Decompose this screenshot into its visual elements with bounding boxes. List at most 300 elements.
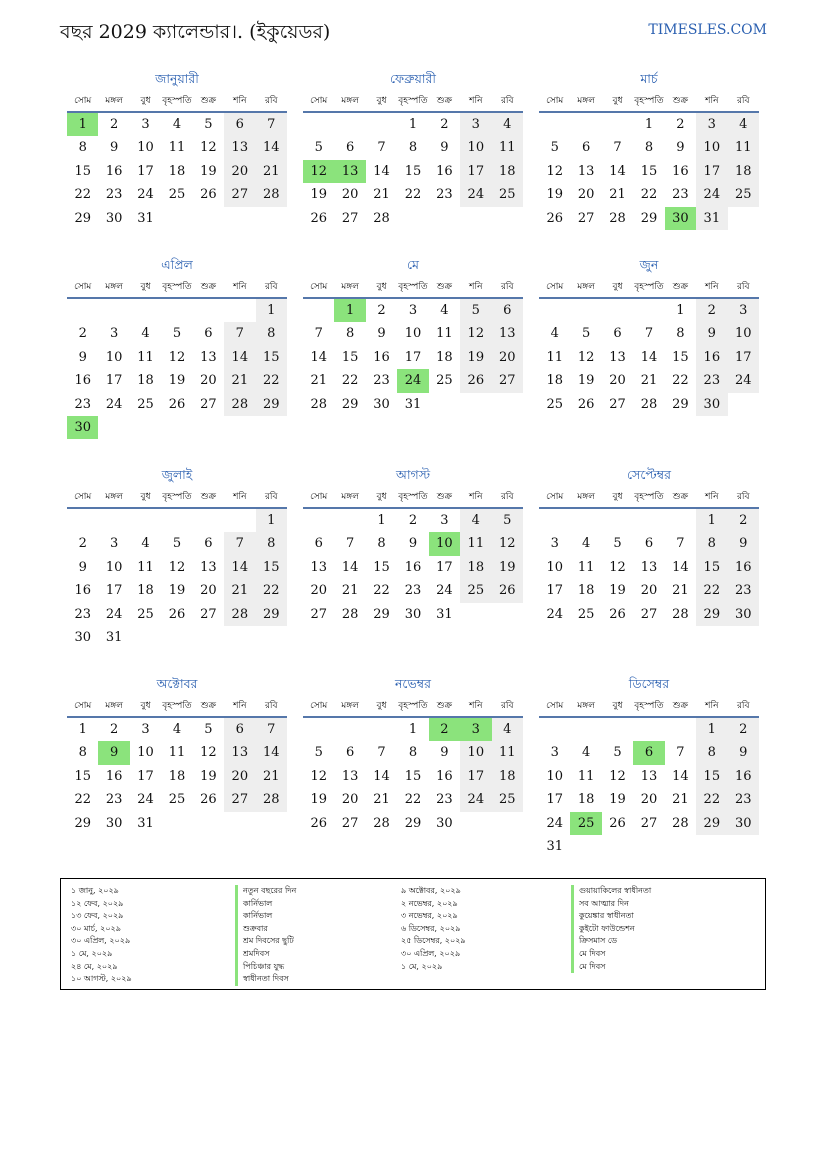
day-cell[interactable]: 1 bbox=[78, 722, 87, 737]
day-cell[interactable]: 29 bbox=[256, 603, 287, 626]
day-cell[interactable]: 27 bbox=[224, 183, 255, 206]
day-cell[interactable]: 20 bbox=[341, 792, 359, 808]
day-cell[interactable]: 3 bbox=[728, 299, 759, 322]
day-cell[interactable]: 6 bbox=[644, 536, 654, 552]
day-cell[interactable]: 4 bbox=[141, 536, 150, 552]
day-cell[interactable]: 18 bbox=[492, 765, 523, 788]
day-cell[interactable]: 18 bbox=[492, 160, 523, 183]
day-cell[interactable]: 16 bbox=[74, 373, 91, 389]
day-cell[interactable]: 19 bbox=[577, 373, 595, 389]
day-cell[interactable]: 17 bbox=[460, 160, 491, 183]
day-cell[interactable]: 14 bbox=[310, 349, 327, 365]
day-cell[interactable]: 5 bbox=[460, 299, 491, 322]
day-cell[interactable]: 17 bbox=[460, 765, 491, 788]
day-cell[interactable]: 21 bbox=[640, 373, 658, 389]
day-cell[interactable]: 8 bbox=[377, 536, 386, 552]
day-cell[interactable]: 17 bbox=[137, 768, 154, 784]
day-cell[interactable]: 17 bbox=[137, 163, 154, 179]
day-cell[interactable]: 6 bbox=[345, 140, 355, 156]
day-cell[interactable]: 2 bbox=[78, 326, 87, 342]
day-cell[interactable]: 7 bbox=[256, 718, 287, 741]
day-cell[interactable]: 14 bbox=[640, 349, 658, 365]
day-cell[interactable]: 2 bbox=[728, 509, 759, 532]
day-cell[interactable]: 10 bbox=[696, 136, 727, 159]
day-cell[interactable]: 19 bbox=[168, 373, 186, 389]
day-cell[interactable]: 31 bbox=[137, 815, 154, 831]
day-cell[interactable]: 30 bbox=[728, 603, 759, 626]
day-cell[interactable]: 20 bbox=[492, 346, 523, 369]
day-cell[interactable]: 11 bbox=[137, 349, 154, 365]
day-cell[interactable]: 28 bbox=[672, 815, 689, 831]
holiday-day[interactable]: 30 bbox=[665, 207, 696, 230]
day-cell[interactable]: 13 bbox=[224, 136, 255, 159]
day-cell[interactable]: 5 bbox=[314, 745, 323, 761]
day-cell[interactable]: 18 bbox=[168, 768, 186, 784]
day-cell[interactable]: 21 bbox=[310, 373, 327, 389]
day-cell[interactable]: 24 bbox=[460, 788, 491, 811]
day-cell[interactable]: 8 bbox=[345, 326, 355, 342]
day-cell[interactable]: 6 bbox=[314, 536, 323, 552]
day-cell[interactable]: 18 bbox=[168, 163, 186, 179]
day-cell[interactable]: 16 bbox=[105, 768, 123, 784]
day-cell[interactable]: 31 bbox=[105, 629, 123, 645]
day-cell[interactable]: 29 bbox=[74, 210, 91, 226]
day-cell[interactable]: 31 bbox=[404, 396, 422, 412]
day-cell[interactable]: 16 bbox=[105, 163, 123, 179]
day-cell[interactable]: 2 bbox=[696, 299, 727, 322]
day-cell[interactable]: 10 bbox=[105, 349, 123, 365]
day-cell[interactable]: 11 bbox=[492, 136, 523, 159]
day-cell[interactable]: 2 bbox=[109, 117, 119, 132]
day-cell[interactable]: 8 bbox=[78, 140, 87, 156]
day-cell[interactable]: 28 bbox=[640, 396, 658, 412]
day-cell[interactable]: 29 bbox=[640, 210, 658, 226]
day-cell[interactable]: 21 bbox=[672, 792, 689, 808]
day-cell[interactable]: 19 bbox=[200, 163, 217, 179]
holiday-day[interactable]: 3 bbox=[460, 718, 491, 741]
day-cell[interactable]: 16 bbox=[672, 163, 689, 179]
day-cell[interactable]: 17 bbox=[546, 583, 563, 599]
day-cell[interactable]: 11 bbox=[577, 559, 595, 575]
day-cell[interactable]: 9 bbox=[78, 349, 87, 365]
day-cell[interactable]: 25 bbox=[137, 396, 154, 412]
day-cell[interactable]: 1 bbox=[644, 117, 654, 132]
day-cell[interactable]: 22 bbox=[404, 187, 422, 203]
day-cell[interactable]: 16 bbox=[728, 765, 759, 788]
day-cell[interactable]: 2 bbox=[109, 722, 119, 737]
day-cell[interactable]: 3 bbox=[696, 113, 727, 136]
day-cell[interactable]: 7 bbox=[224, 322, 255, 345]
day-cell[interactable]: 24 bbox=[137, 792, 154, 808]
day-cell[interactable]: 8 bbox=[696, 741, 727, 764]
day-cell[interactable]: 28 bbox=[341, 606, 359, 622]
day-cell[interactable]: 15 bbox=[404, 768, 422, 784]
day-cell[interactable]: 1 bbox=[676, 303, 685, 318]
day-cell[interactable]: 25 bbox=[577, 606, 595, 622]
day-cell[interactable]: 14 bbox=[256, 741, 287, 764]
day-cell[interactable]: 6 bbox=[224, 113, 255, 136]
day-cell[interactable]: 14 bbox=[224, 346, 255, 369]
day-cell[interactable]: 5 bbox=[204, 722, 213, 737]
day-cell[interactable]: 2 bbox=[377, 303, 386, 318]
day-cell[interactable]: 28 bbox=[373, 210, 390, 226]
day-cell[interactable]: 7 bbox=[224, 532, 255, 555]
holiday-day[interactable]: 30 bbox=[67, 416, 98, 439]
day-cell[interactable]: 4 bbox=[492, 718, 523, 741]
day-cell[interactable]: 12 bbox=[200, 745, 217, 761]
day-cell[interactable]: 22 bbox=[373, 583, 390, 599]
day-cell[interactable]: 31 bbox=[546, 838, 563, 854]
day-cell[interactable]: 8 bbox=[644, 140, 654, 156]
day-cell[interactable]: 3 bbox=[550, 745, 559, 761]
day-cell[interactable]: 29 bbox=[404, 815, 422, 831]
holiday-day[interactable]: 9 bbox=[98, 741, 129, 764]
day-cell[interactable]: 5 bbox=[550, 140, 559, 156]
day-cell[interactable]: 21 bbox=[373, 792, 390, 808]
day-cell[interactable]: 23 bbox=[74, 606, 91, 622]
day-cell[interactable]: 5 bbox=[172, 326, 182, 342]
day-cell[interactable]: 25 bbox=[460, 579, 491, 602]
day-cell[interactable]: 19 bbox=[310, 187, 327, 203]
day-cell[interactable]: 6 bbox=[224, 718, 255, 741]
day-cell[interactable]: 31 bbox=[696, 207, 727, 230]
day-cell[interactable]: 4 bbox=[440, 303, 449, 318]
day-cell[interactable]: 7 bbox=[314, 326, 323, 342]
day-cell[interactable]: 25 bbox=[436, 373, 453, 389]
holiday-day[interactable]: 10 bbox=[429, 532, 460, 555]
day-cell[interactable]: 21 bbox=[341, 583, 359, 599]
day-cell[interactable]: 18 bbox=[137, 583, 154, 599]
day-cell[interactable]: 18 bbox=[436, 349, 453, 365]
holiday-day[interactable]: 1 bbox=[334, 299, 365, 322]
day-cell[interactable]: 27 bbox=[640, 815, 658, 831]
day-cell[interactable]: 18 bbox=[577, 792, 595, 808]
day-cell[interactable]: 13 bbox=[200, 349, 217, 365]
day-cell[interactable]: 7 bbox=[613, 140, 622, 156]
day-cell[interactable]: 9 bbox=[440, 140, 449, 156]
day-cell[interactable]: 19 bbox=[492, 556, 523, 579]
day-cell[interactable]: 22 bbox=[256, 579, 287, 602]
day-cell[interactable]: 4 bbox=[581, 536, 591, 552]
day-cell[interactable]: 15 bbox=[404, 163, 422, 179]
day-cell[interactable]: 28 bbox=[224, 603, 255, 626]
day-cell[interactable]: 29 bbox=[256, 393, 287, 416]
day-cell[interactable]: 22 bbox=[640, 187, 658, 203]
day-cell[interactable]: 27 bbox=[224, 788, 255, 811]
day-cell[interactable]: 13 bbox=[341, 768, 359, 784]
day-cell[interactable]: 17 bbox=[728, 346, 759, 369]
day-cell[interactable]: 10 bbox=[546, 768, 563, 784]
day-cell[interactable]: 5 bbox=[613, 745, 622, 761]
day-cell[interactable]: 22 bbox=[404, 792, 422, 808]
day-cell[interactable]: 27 bbox=[200, 606, 217, 622]
day-cell[interactable]: 25 bbox=[168, 187, 186, 203]
day-cell[interactable]: 12 bbox=[168, 559, 186, 575]
day-cell[interactable]: 9 bbox=[696, 322, 727, 345]
day-cell[interactable]: 21 bbox=[373, 187, 390, 203]
day-cell[interactable]: 1 bbox=[408, 117, 418, 132]
day-cell[interactable]: 5 bbox=[314, 140, 323, 156]
day-cell[interactable]: 16 bbox=[728, 556, 759, 579]
day-cell[interactable]: 2 bbox=[676, 117, 685, 132]
day-cell[interactable]: 8 bbox=[676, 326, 685, 342]
day-cell[interactable]: 13 bbox=[492, 322, 523, 345]
day-cell[interactable]: 8 bbox=[256, 532, 287, 555]
day-cell[interactable]: 28 bbox=[256, 183, 287, 206]
day-cell[interactable]: 26 bbox=[200, 792, 217, 808]
day-cell[interactable]: 22 bbox=[696, 579, 727, 602]
day-cell[interactable]: 31 bbox=[137, 210, 154, 226]
holiday-day[interactable]: 12 bbox=[303, 160, 334, 183]
day-cell[interactable]: 20 bbox=[640, 792, 658, 808]
day-cell[interactable]: 19 bbox=[546, 187, 563, 203]
day-cell[interactable]: 13 bbox=[640, 559, 658, 575]
day-cell[interactable]: 10 bbox=[546, 559, 563, 575]
day-cell[interactable]: 26 bbox=[310, 210, 327, 226]
day-cell[interactable]: 18 bbox=[460, 556, 491, 579]
day-cell[interactable]: 9 bbox=[78, 559, 87, 575]
day-cell[interactable]: 19 bbox=[609, 583, 626, 599]
day-cell[interactable]: 20 bbox=[310, 583, 327, 599]
day-cell[interactable]: 17 bbox=[436, 559, 453, 575]
day-cell[interactable]: 14 bbox=[373, 768, 390, 784]
day-cell[interactable]: 7 bbox=[676, 745, 685, 761]
day-cell[interactable]: 13 bbox=[200, 559, 217, 575]
day-cell[interactable]: 29 bbox=[696, 603, 727, 626]
day-cell[interactable]: 12 bbox=[577, 349, 595, 365]
day-cell[interactable]: 12 bbox=[168, 349, 186, 365]
day-cell[interactable]: 23 bbox=[696, 369, 727, 392]
day-cell[interactable]: 3 bbox=[141, 117, 150, 132]
day-cell[interactable]: 7 bbox=[377, 140, 386, 156]
day-cell[interactable]: 24 bbox=[137, 187, 154, 203]
day-cell[interactable]: 15 bbox=[256, 556, 287, 579]
day-cell[interactable]: 26 bbox=[609, 815, 626, 831]
day-cell[interactable]: 12 bbox=[492, 532, 523, 555]
day-cell[interactable]: 9 bbox=[408, 536, 418, 552]
day-cell[interactable]: 9 bbox=[676, 140, 685, 156]
day-cell[interactable]: 30 bbox=[404, 606, 422, 622]
day-cell[interactable]: 26 bbox=[168, 396, 186, 412]
day-cell[interactable]: 4 bbox=[728, 113, 759, 136]
day-cell[interactable]: 18 bbox=[728, 160, 759, 183]
day-cell[interactable]: 7 bbox=[345, 536, 355, 552]
day-cell[interactable]: 12 bbox=[310, 768, 327, 784]
day-cell[interactable]: 30 bbox=[373, 396, 390, 412]
day-cell[interactable]: 12 bbox=[609, 559, 626, 575]
day-cell[interactable]: 4 bbox=[460, 509, 491, 532]
day-cell[interactable]: 3 bbox=[460, 113, 491, 136]
day-cell[interactable]: 30 bbox=[696, 393, 727, 416]
day-cell[interactable]: 23 bbox=[74, 396, 91, 412]
day-cell[interactable]: 28 bbox=[310, 396, 327, 412]
day-cell[interactable]: 14 bbox=[256, 136, 287, 159]
day-cell[interactable]: 18 bbox=[577, 583, 595, 599]
day-cell[interactable]: 16 bbox=[436, 768, 453, 784]
day-cell[interactable]: 8 bbox=[696, 532, 727, 555]
day-cell[interactable]: 12 bbox=[609, 768, 626, 784]
day-cell[interactable]: 30 bbox=[74, 629, 91, 645]
day-cell[interactable]: 22 bbox=[74, 187, 91, 203]
day-cell[interactable]: 23 bbox=[105, 187, 123, 203]
day-cell[interactable]: 23 bbox=[404, 583, 422, 599]
day-cell[interactable]: 13 bbox=[310, 559, 327, 575]
day-cell[interactable]: 3 bbox=[109, 536, 119, 552]
day-cell[interactable]: 1 bbox=[408, 722, 418, 737]
day-cell[interactable]: 19 bbox=[200, 768, 217, 784]
day-cell[interactable]: 28 bbox=[224, 393, 255, 416]
day-cell[interactable]: 14 bbox=[672, 768, 689, 784]
day-cell[interactable]: 22 bbox=[341, 373, 359, 389]
day-cell[interactable]: 3 bbox=[109, 326, 119, 342]
day-cell[interactable]: 4 bbox=[172, 117, 182, 132]
day-cell[interactable]: 16 bbox=[74, 583, 91, 599]
day-cell[interactable]: 5 bbox=[204, 117, 213, 132]
day-cell[interactable]: 15 bbox=[373, 559, 390, 575]
day-cell[interactable]: 29 bbox=[341, 396, 359, 412]
day-cell[interactable]: 27 bbox=[577, 210, 595, 226]
day-cell[interactable]: 21 bbox=[224, 369, 255, 392]
day-cell[interactable]: 20 bbox=[640, 583, 658, 599]
day-cell[interactable]: 21 bbox=[609, 187, 626, 203]
day-cell[interactable]: 18 bbox=[546, 373, 563, 389]
day-cell[interactable]: 20 bbox=[224, 160, 255, 183]
day-cell[interactable]: 4 bbox=[172, 722, 182, 737]
day-cell[interactable]: 26 bbox=[168, 606, 186, 622]
day-cell[interactable]: 29 bbox=[373, 606, 390, 622]
day-cell[interactable]: 13 bbox=[224, 741, 255, 764]
day-cell[interactable]: 15 bbox=[74, 768, 91, 784]
day-cell[interactable]: 12 bbox=[546, 163, 563, 179]
day-cell[interactable]: 13 bbox=[640, 768, 658, 784]
day-cell[interactable]: 15 bbox=[640, 163, 658, 179]
day-cell[interactable]: 8 bbox=[408, 745, 418, 761]
day-cell[interactable]: 11 bbox=[546, 349, 563, 365]
day-cell[interactable]: 23 bbox=[105, 792, 123, 808]
day-cell[interactable]: 21 bbox=[224, 579, 255, 602]
day-cell[interactable]: 18 bbox=[137, 373, 154, 389]
day-cell[interactable]: 26 bbox=[609, 606, 626, 622]
day-cell[interactable]: 10 bbox=[137, 745, 154, 761]
day-cell[interactable]: 20 bbox=[577, 187, 595, 203]
day-cell[interactable]: 25 bbox=[492, 788, 523, 811]
day-cell[interactable]: 23 bbox=[436, 792, 453, 808]
day-cell[interactable]: 1 bbox=[256, 299, 287, 322]
day-cell[interactable]: 7 bbox=[644, 326, 654, 342]
day-cell[interactable]: 24 bbox=[460, 183, 491, 206]
day-cell[interactable]: 16 bbox=[696, 346, 727, 369]
day-cell[interactable]: 16 bbox=[436, 163, 453, 179]
day-cell[interactable]: 22 bbox=[696, 788, 727, 811]
day-cell[interactable]: 17 bbox=[696, 160, 727, 183]
day-cell[interactable]: 12 bbox=[200, 140, 217, 156]
day-cell[interactable]: 3 bbox=[408, 303, 418, 318]
day-cell[interactable]: 26 bbox=[310, 815, 327, 831]
day-cell[interactable]: 26 bbox=[492, 579, 523, 602]
day-cell[interactable]: 9 bbox=[109, 140, 119, 156]
day-cell[interactable]: 30 bbox=[105, 815, 123, 831]
day-cell[interactable]: 26 bbox=[546, 210, 563, 226]
day-cell[interactable]: 20 bbox=[224, 765, 255, 788]
day-cell[interactable]: 6 bbox=[581, 140, 591, 156]
day-cell[interactable]: 10 bbox=[137, 140, 154, 156]
day-cell[interactable]: 6 bbox=[204, 536, 213, 552]
day-cell[interactable]: 2 bbox=[440, 117, 449, 132]
day-cell[interactable]: 20 bbox=[200, 373, 217, 389]
day-cell[interactable]: 30 bbox=[436, 815, 453, 831]
day-cell[interactable]: 1 bbox=[377, 513, 386, 528]
day-cell[interactable]: 17 bbox=[404, 349, 422, 365]
day-cell[interactable]: 25 bbox=[492, 183, 523, 206]
day-cell[interactable]: 29 bbox=[696, 812, 727, 835]
day-cell[interactable]: 14 bbox=[373, 163, 390, 179]
day-cell[interactable]: 20 bbox=[200, 583, 217, 599]
holiday-day[interactable]: 24 bbox=[397, 369, 428, 392]
day-cell[interactable]: 14 bbox=[341, 559, 359, 575]
day-cell[interactable]: 30 bbox=[105, 210, 123, 226]
day-cell[interactable]: 4 bbox=[581, 745, 591, 761]
day-cell[interactable]: 17 bbox=[105, 373, 123, 389]
day-cell[interactable]: 27 bbox=[609, 396, 626, 412]
day-cell[interactable]: 27 bbox=[310, 606, 327, 622]
day-cell[interactable]: 9 bbox=[728, 532, 759, 555]
day-cell[interactable]: 11 bbox=[137, 559, 154, 575]
day-cell[interactable]: 27 bbox=[341, 815, 359, 831]
holiday-day[interactable]: 6 bbox=[633, 741, 664, 764]
day-cell[interactable]: 11 bbox=[168, 745, 186, 761]
day-cell[interactable]: 11 bbox=[577, 768, 595, 784]
day-cell[interactable]: 12 bbox=[460, 322, 491, 345]
day-cell[interactable]: 1 bbox=[256, 509, 287, 532]
day-cell[interactable]: 7 bbox=[377, 745, 386, 761]
day-cell[interactable]: 27 bbox=[200, 396, 217, 412]
day-cell[interactable]: 1 bbox=[696, 718, 727, 741]
day-cell[interactable]: 25 bbox=[137, 606, 154, 622]
day-cell[interactable]: 2 bbox=[78, 536, 87, 552]
day-cell[interactable]: 11 bbox=[492, 741, 523, 764]
day-cell[interactable]: 28 bbox=[256, 788, 287, 811]
day-cell[interactable]: 28 bbox=[373, 815, 390, 831]
day-cell[interactable]: 22 bbox=[672, 373, 689, 389]
day-cell[interactable]: 14 bbox=[224, 556, 255, 579]
holiday-day[interactable]: 25 bbox=[570, 812, 601, 835]
day-cell[interactable]: 24 bbox=[546, 606, 563, 622]
day-cell[interactable]: 23 bbox=[728, 788, 759, 811]
day-cell[interactable]: 2 bbox=[408, 513, 418, 528]
day-cell[interactable]: 31 bbox=[436, 606, 453, 622]
day-cell[interactable]: 25 bbox=[546, 396, 563, 412]
day-cell[interactable]: 30 bbox=[728, 812, 759, 835]
day-cell[interactable]: 14 bbox=[672, 559, 689, 575]
day-cell[interactable]: 4 bbox=[141, 326, 150, 342]
site-link[interactable]: TIMESLES.COM bbox=[648, 22, 767, 38]
day-cell[interactable]: 5 bbox=[172, 536, 182, 552]
day-cell[interactable]: 15 bbox=[696, 556, 727, 579]
day-cell[interactable]: 22 bbox=[256, 369, 287, 392]
day-cell[interactable]: 8 bbox=[78, 745, 87, 761]
day-cell[interactable]: 3 bbox=[550, 536, 559, 552]
day-cell[interactable]: 9 bbox=[377, 326, 386, 342]
day-cell[interactable]: 20 bbox=[341, 187, 359, 203]
day-cell[interactable]: 3 bbox=[440, 513, 449, 528]
day-cell[interactable]: 19 bbox=[609, 792, 626, 808]
holiday-day[interactable]: 2 bbox=[429, 718, 460, 741]
day-cell[interactable]: 13 bbox=[609, 349, 626, 365]
day-cell[interactable]: 10 bbox=[404, 326, 422, 342]
day-cell[interactable]: 4 bbox=[550, 326, 559, 342]
day-cell[interactable]: 14 bbox=[609, 163, 626, 179]
day-cell[interactable]: 15 bbox=[672, 349, 689, 365]
